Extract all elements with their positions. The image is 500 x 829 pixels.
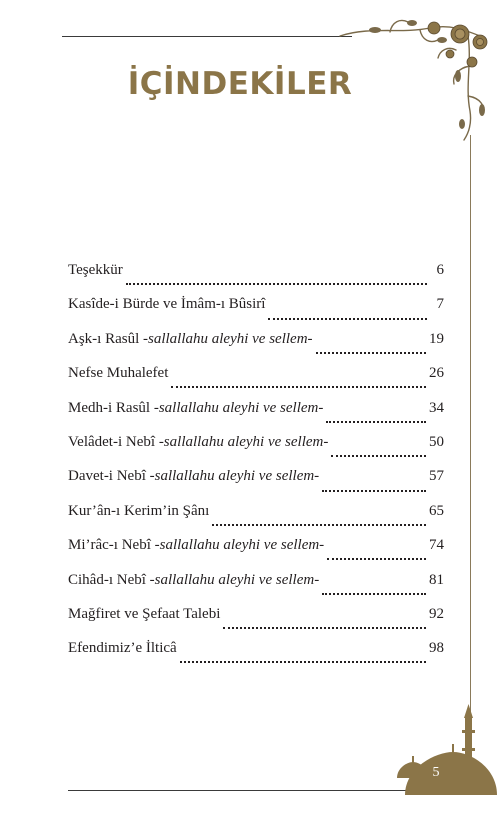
toc-entry-page: 6	[436, 262, 444, 278]
dot-leader	[322, 593, 426, 595]
toc-entry-title: Mi’râc-ı Nebî -sallallahu aleyhi ve sellem-	[68, 537, 325, 554]
toc-entry-title: Efendimiz’e İlticâ	[68, 640, 177, 657]
table-of-contents	[68, 262, 444, 675]
dot-leader	[180, 661, 426, 663]
toc-entry-page: 98	[429, 640, 444, 657]
toc-entry[interactable]	[68, 331, 444, 365]
page-title: İÇİNDEKİLER	[127, 66, 353, 102]
toc-entry[interactable]	[68, 468, 444, 502]
toc-entry[interactable]	[68, 262, 444, 296]
dot-leader	[327, 558, 426, 560]
dot-leader	[331, 455, 426, 457]
toc-entry-page: 74	[429, 537, 444, 554]
dot-leader	[126, 283, 427, 285]
toc-entry-page: 57	[429, 468, 444, 485]
toc-entry-page: 50	[429, 433, 444, 450]
toc-entry[interactable]	[68, 434, 444, 468]
dot-leader	[212, 524, 426, 526]
toc-entry-title: Mağfiret ve Şefaat Talebi	[68, 605, 221, 622]
toc-entry-title: Kur’ân-ı Kerim’in Şânı	[68, 502, 210, 519]
toc-entry[interactable]	[68, 365, 444, 399]
toc-entry-page: 26	[429, 365, 444, 382]
toc-entry-title: Aşk-ı Rasûl -sallallahu aleyhi ve sellem-	[68, 330, 313, 347]
toc-entry[interactable]	[68, 296, 444, 330]
toc-entry-title: Kasîde-i Bürde ve İmâm-ı Bûsirî	[68, 296, 266, 313]
side-rule	[470, 135, 471, 715]
toc-entry-page: 7	[436, 296, 444, 313]
toc-entry-title: Teşekkür	[68, 262, 123, 278]
dot-leader	[326, 421, 426, 423]
page-number: 5	[432, 765, 440, 780]
dot-leader	[223, 627, 426, 629]
toc-entry-title: Cihâd-ı Nebî -sallallahu aleyhi ve sellem-	[68, 571, 320, 588]
toc-entry-page: 65	[429, 502, 444, 519]
toc-entry-page: 19	[429, 330, 444, 347]
top-rule	[62, 36, 352, 37]
toc-entry-title: Nefse Muhalefet	[68, 365, 169, 382]
toc-entry-page: 81	[429, 571, 444, 588]
toc-entry-page: 34	[429, 399, 444, 416]
toc-entry-page: 92	[429, 605, 444, 622]
toc-entry-title: Velâdet-i Nebî -sallallahu aleyhi ve sellem-	[68, 433, 329, 450]
toc-entry[interactable]	[68, 606, 444, 640]
dot-leader	[171, 386, 426, 388]
bottom-rule	[68, 790, 408, 791]
toc-entry[interactable]	[68, 572, 444, 606]
dot-leader	[316, 352, 426, 354]
dot-leader	[322, 490, 426, 492]
toc-entry[interactable]	[68, 640, 444, 674]
toc-entry-title: Medh-i Rasûl -sallallahu aleyhi ve sellem-	[68, 399, 324, 416]
toc-entry[interactable]	[68, 503, 444, 537]
toc-entry[interactable]	[68, 400, 444, 434]
dot-leader	[268, 318, 427, 320]
toc-entry-title: Davet-i Nebî -sallallahu aleyhi ve sellem-	[68, 468, 320, 485]
toc-entry[interactable]	[68, 537, 444, 571]
